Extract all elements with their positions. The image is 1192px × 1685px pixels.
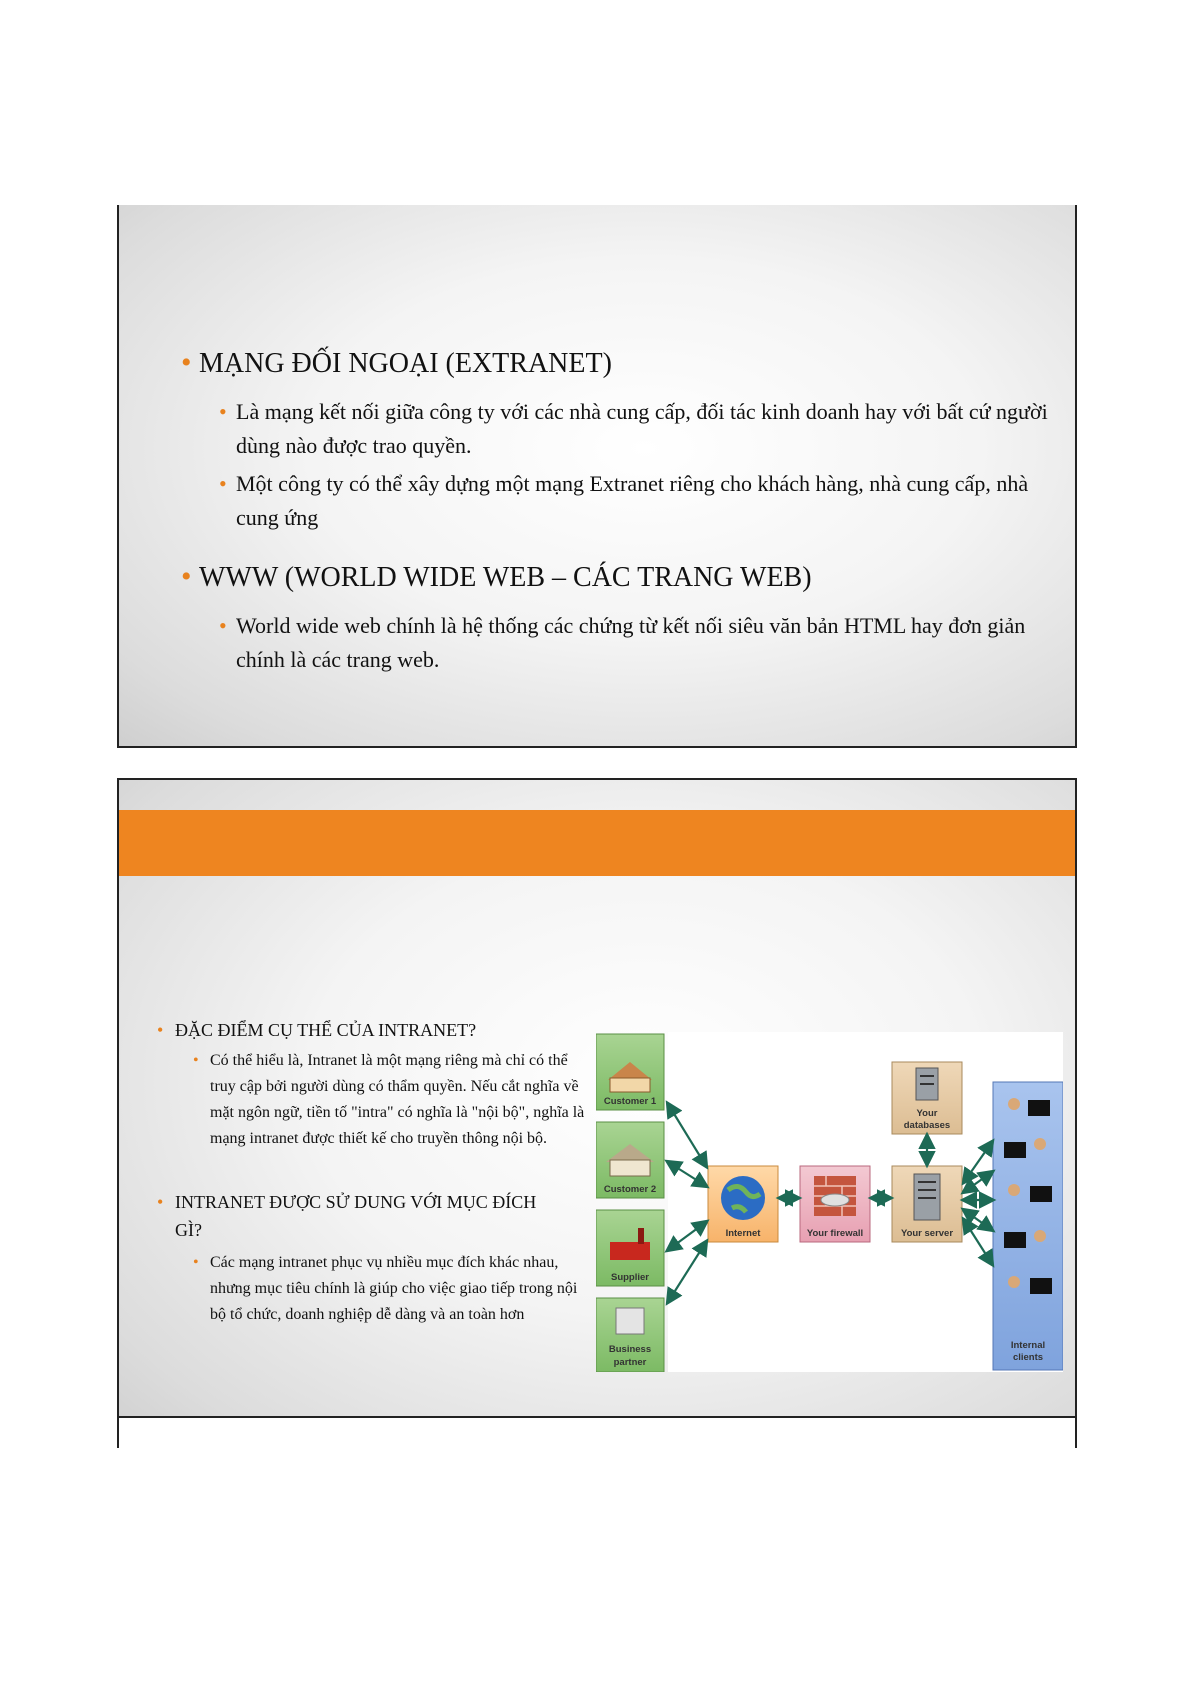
- intranet-network-diagram: [596, 1032, 1063, 1372]
- internal-clients-node: [993, 1082, 1063, 1370]
- server-label: Your server: [900, 1228, 954, 1239]
- firewall-label: Your firewall: [806, 1228, 864, 1239]
- business-partner-node: [596, 1298, 664, 1372]
- supplier-node: [596, 1210, 664, 1286]
- heading-www: • WWW (WORLD WIDE WEB – CÁC TRANG WEB): [181, 561, 812, 595]
- title-band: [119, 810, 1075, 876]
- slide-extranet: [117, 205, 1077, 748]
- databases-label-2: databases: [903, 1120, 951, 1131]
- slide-intranet: [117, 778, 1077, 1448]
- customer-1-node: [596, 1034, 664, 1110]
- internal-clients-label-2: clients: [1012, 1352, 1044, 1363]
- firewall-node: [800, 1166, 870, 1242]
- point-extranet-2: • Một công ty có thể xây dựng một mạng Extranet riêng cho khách hàng, nhà cung cấp, nhà cung ứng: [219, 467, 1066, 535]
- customer-1-label: Customer 1: [603, 1096, 657, 1107]
- point-intranet-purpose: • Các mạng intranet phục vụ nhiều mục đích khác nhau, nhưng mục tiêu chính là giúp cho việc giao tiếp trong nội bộ tổ chức, doanh nghiệp dễ dàng và an toàn hơn: [193, 1250, 580, 1328]
- supplier-label: Supplier: [610, 1272, 650, 1283]
- business-partner-label-2: partner: [613, 1357, 647, 1368]
- heading-intranet-purpose: • INTRANET ĐƯỢC SỬ DUNG VỚI MỤC ĐÍCH GÌ?: [157, 1188, 555, 1244]
- customer-2-node: [596, 1122, 664, 1198]
- databases-label-1: Your: [916, 1108, 938, 1119]
- heading-extranet: • MẠNG ĐỐI NGOẠI (EXTRANET): [181, 347, 612, 381]
- slide-footer: [119, 1416, 1075, 1448]
- databases-node: [892, 1062, 962, 1134]
- point-intranet-features: • Có thể hiểu là, Intranet là một mạng riêng mà chỉ có thể truy cập bởi người dùng có thẩm quyền. Nếu cắt nghĩa về mặt ngôn ngữ, tiền tố "intra" có nghĩa là "nội bộ", nghĩa là mạng intranet được thiết kế cho truyền thông nội bộ.: [193, 1048, 590, 1152]
- business-partner-label-1: Business: [608, 1344, 652, 1355]
- internet-node: [708, 1166, 778, 1242]
- internet-label: Internet: [725, 1228, 761, 1239]
- internal-clients-label-1: Internal: [1010, 1340, 1046, 1351]
- point-www-1: • World wide web chính là hệ thống các chứng từ kết nối siêu văn bản HTML hay đơn giản chính là các trang web.: [219, 609, 1066, 677]
- customer-2-label: Customer 2: [603, 1184, 657, 1195]
- heading-intranet-features: • ĐẶC ĐIỂM CỤ THỂ CỦA INTRANET?: [157, 1016, 476, 1044]
- server-node: [892, 1166, 962, 1242]
- point-extranet-1: • Là mạng kết nối giữa công ty với các nhà cung cấp, đối tác kinh doanh hay với bất cứ người dùng nào được trao quyền.: [219, 395, 1066, 463]
